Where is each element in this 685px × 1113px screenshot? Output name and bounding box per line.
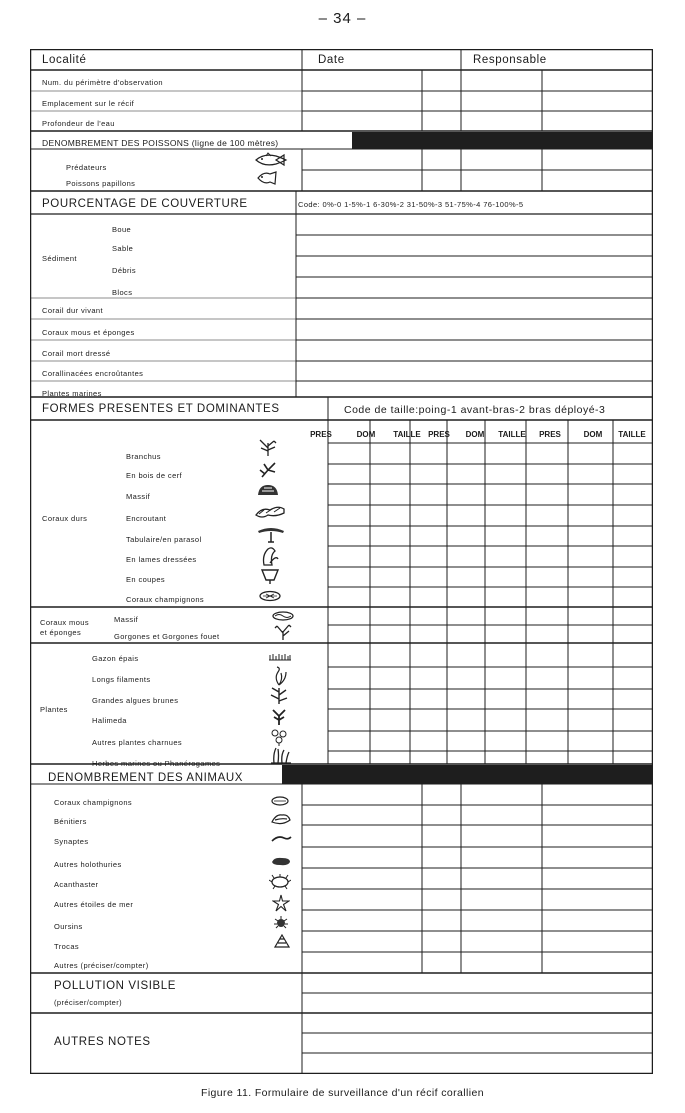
predators-label: Prédateurs: [66, 163, 107, 172]
form-coupes: En coupes: [126, 575, 166, 584]
staghorn-coral-icon: [258, 461, 278, 479]
animal-acanthaster: Acanthaster: [54, 880, 99, 889]
cover-soft-coral: Coraux mous et éponges: [42, 328, 135, 337]
water-depth-label: Profondeur de l'eau: [42, 119, 115, 128]
col-pres-2: PRES: [428, 430, 450, 439]
halimeda-icon: [269, 706, 289, 726]
col-taille-3: TAILLE: [618, 430, 646, 439]
col-dom-1: DOM: [356, 430, 376, 439]
plant-herbes: Herbes marines ou Phanérogames: [92, 759, 221, 768]
animal-trocas: Trocas: [54, 942, 80, 951]
forms-title: FORMES PRESENTES ET DOMINANTES: [42, 403, 280, 415]
encrusting-coral-icon: [254, 503, 286, 521]
foliose-coral-icon: [260, 545, 280, 567]
mushroom-coral-icon: [270, 796, 290, 806]
crown-of-thorns-icon: [269, 874, 291, 890]
soft-massif: Massif: [114, 615, 139, 624]
form-lames: En lames dressées: [126, 555, 197, 564]
sediment-boue: Boue: [112, 225, 132, 234]
mushroom-coral-icon: [258, 590, 282, 602]
cover-plants: Plantes marines: [42, 389, 102, 398]
form-champignons: Coraux champignons: [126, 595, 205, 604]
cup-coral-icon: [260, 567, 280, 585]
sediment-debris: Débris: [112, 266, 137, 275]
plant-gazon: Gazon épais: [92, 654, 139, 663]
animal-champignons: Coraux champignons: [54, 798, 133, 807]
soft-coral-label-1: Coraux mous: [40, 618, 90, 627]
massive-coral-icon: [256, 481, 280, 497]
reef-location-label: Emplacement sur le récif: [42, 99, 135, 108]
animal-etoiles: Autres étoiles de mer: [54, 900, 134, 909]
col-pres-3: PRES: [539, 430, 561, 439]
form-bois-de-cerf: En bois de cerf: [126, 471, 183, 480]
branching-coral-icon: [258, 439, 278, 457]
plant-algues-brunes: Grandes algues brunes: [92, 696, 179, 705]
plant-charnues: Autres plantes charnues: [92, 738, 183, 747]
cover-dead-coral: Corail mort dressé: [42, 349, 111, 358]
plant-halimeda: Halimeda: [92, 716, 127, 725]
turf-icon: [268, 652, 292, 661]
notes-title: AUTRES NOTES: [54, 1036, 151, 1048]
black-header-band: [282, 765, 652, 784]
butterfly-fish-label: Poissons papillons: [66, 179, 136, 188]
seagrass-icon: [270, 746, 292, 764]
sediment-label: Sédiment: [42, 254, 77, 263]
animal-benitiers: Bénitiers: [54, 817, 87, 826]
gorgonian-icon: [274, 623, 292, 641]
starfish-icon: [272, 894, 290, 912]
col-taille-1: TAILLE: [393, 430, 421, 439]
animal-oursins: Oursins: [54, 922, 83, 931]
sea-cucumber-icon: [270, 855, 292, 867]
col-dom-3: DOM: [583, 430, 603, 439]
predator-fish-icon: [254, 152, 288, 168]
animal-synaptes: Synaptes: [54, 837, 89, 846]
trochus-icon: [274, 934, 290, 948]
hard-coral-label: Coraux durs: [42, 514, 88, 523]
animal-autres: Autres (préciser/compter): [54, 961, 149, 970]
reef-survey-form: [30, 49, 653, 1074]
animals-title: DENOMBREMENT DES ANIMAUX: [48, 772, 244, 784]
date-label: Date: [318, 54, 345, 66]
perimeter-number-label: Num. du périmètre d'observation: [42, 78, 163, 87]
col-dom-2: DOM: [465, 430, 485, 439]
responsable-label: Responsable: [473, 54, 547, 66]
cover-code: Code: 0%-0 1-5%-1 6-30%-2 31-50%-3 51-75%-4 76-100%-5: [298, 200, 524, 209]
soft-gorgones: Gorgones et Gorgones fouet: [114, 632, 220, 641]
page-number: – 34 –: [318, 10, 367, 27]
brown-algae-icon: [268, 685, 290, 705]
synapta-icon: [270, 833, 292, 845]
cover-coralline: Corallinacées encroûtantes: [42, 369, 144, 378]
giant-clam-icon: [270, 812, 292, 826]
form-branchus: Branchus: [126, 452, 161, 461]
sediment-sable: Sable: [112, 244, 134, 253]
size-code: Code de taille:poing-1 avant-bras-2 bras déployé-3: [344, 404, 606, 416]
form-encroutant: Encroutant: [126, 514, 167, 523]
plants-label: Plantes: [40, 705, 68, 714]
soft-coral-icon: [271, 610, 295, 622]
pollution-title: POLLUTION VISIBLE: [54, 980, 177, 992]
black-header-band: [352, 132, 652, 149]
fleshy-plant-icon: [270, 728, 288, 746]
filament-algae-icon: [270, 666, 288, 686]
col-taille-2: TAILLE: [498, 430, 526, 439]
table-coral-icon: [256, 525, 286, 543]
plant-filaments: Longs filaments: [92, 675, 151, 684]
cover-title: POURCENTAGE DE COUVERTURE: [42, 198, 248, 210]
pollution-subtitle: (préciser/compter): [54, 998, 123, 1007]
cover-hard-coral: Corail dur vivant: [42, 306, 103, 315]
sea-urchin-icon: [273, 915, 289, 929]
figure-caption: Figure 11. Formulaire de surveillance d'un récif corallien: [201, 1087, 484, 1099]
col-pres-1: PRES: [310, 430, 332, 439]
animal-holothuries: Autres holothuries: [54, 860, 122, 869]
sediment-blocs: Blocs: [112, 288, 133, 297]
soft-coral-label-2: et éponges: [40, 628, 82, 637]
form-massif: Massif: [126, 492, 151, 501]
butterfly-fish-icon: [256, 170, 278, 186]
localite-label: Localité: [42, 54, 87, 66]
fish-count-title: DENOMBREMENT DES POISSONS (ligne de 100 mètres): [42, 138, 279, 148]
form-tabulaire: Tabulaire/en parasol: [126, 535, 202, 544]
